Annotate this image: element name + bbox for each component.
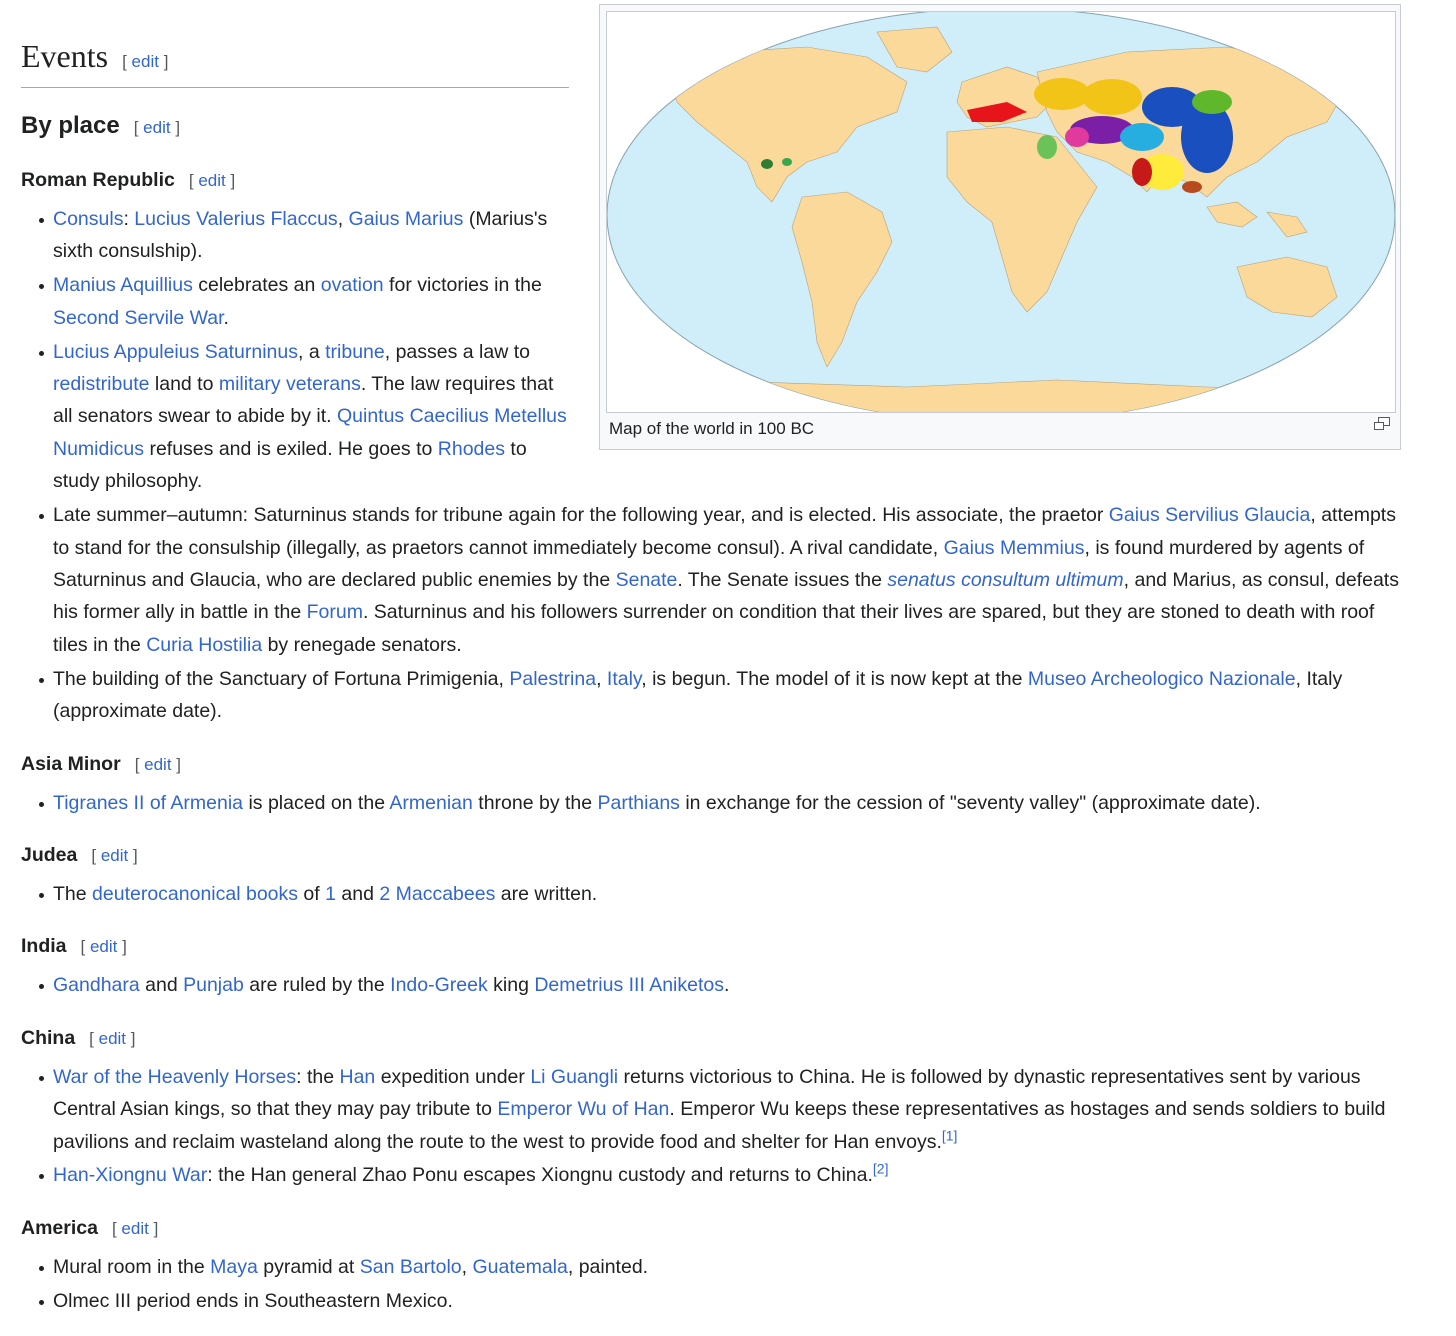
text: by renegade senators. [262,633,462,656]
museo-link[interactable]: Museo Archeologico Nazionale [1027,667,1296,690]
glaucia-link[interactable]: Gaius Servilius Glaucia [1108,504,1311,527]
tigranes-link[interactable]: Tigranes II of Armenia [53,791,244,814]
text: Late summer–autumn: Saturninus stands for tribune again for the following year, and is elected. His associate, the praetor [53,504,1109,527]
india-heading [21,932,1401,961]
text: , attempts to stand for the consulship (illegally, as praetors cannot immediately become consul). A rival candidate, [53,504,1396,559]
reference-1-link[interactable]: [1] [941,1127,958,1144]
text: . The law requires that all senators swear to abide by it. [53,373,554,428]
text: to study philosophy. [53,437,527,493]
maccabees-1-link[interactable]: 1 [325,882,336,905]
text: is placed on the [243,791,390,814]
text: . Saturninus and his followers surrender on condition that their lives are spared, but they are stoned to death with roof tiles in the [53,601,1375,656]
san-bartolo-link[interactable]: San Bartolo [359,1255,462,1278]
india-edit-link[interactable]: edit [89,937,118,957]
tribune-link[interactable]: tribune [325,340,385,363]
text: , passes a law to [384,340,530,363]
text: Olmec III period ends in Southeastern Mexico. [53,1289,453,1312]
text: . Emperor Wu keeps these representatives as hostages and sends soldiers to build pavilions and reclaim wasteland along the route to the west to provide food and shelter for Han envoys. [53,1098,1386,1153]
events-edit: [ edit ] [122,52,169,71]
indo-greek-link[interactable]: Indo-Greek [390,974,488,997]
list-item [53,1061,1401,1158]
italy-link[interactable]: Italy [606,667,642,690]
roman-edit-link[interactable]: edit [198,171,226,190]
china-edit: [ edit ] [89,1028,136,1048]
text: Mural room in the [53,1255,211,1278]
america-edit-link[interactable]: edit [121,1218,149,1238]
servile-war-link[interactable]: Second Servile War [53,306,224,329]
han-link[interactable]: Han [339,1065,376,1088]
punjab-link[interactable]: Punjab [183,974,244,997]
text: : the Han general Zhao Ponu escapes Xiongnu custody and returns to China. [207,1164,873,1187]
text: in exchange for the cession of "seventy valley" (approximate date). [679,791,1261,814]
metellus-link[interactable]: Quintus Caecilius Metellus Numidicus [53,405,567,460]
map-caption: Map of the world in 100 BC [609,419,815,438]
text: . The Senate issues the [677,568,888,591]
china-edit-link[interactable]: edit [98,1028,127,1048]
judea-edit: [ edit ] [91,845,138,865]
text: of [298,882,326,905]
america-heading [21,1214,1401,1243]
forum-link[interactable]: Forum [306,601,363,624]
judea-list [21,878,1401,910]
list-item [53,878,1401,910]
text: expedition under [375,1065,531,1088]
text: land to [149,373,219,396]
text: , is begun. The model of it is now kept at the [641,667,1028,690]
america-title: America [21,1216,98,1239]
judea-heading [21,841,1401,870]
text: , and Marius, as consul, defeats his former ally in battle in the [53,568,1399,624]
india-edit: [ edit ] [80,937,127,957]
text: : [123,208,135,230]
events-title: Events [21,38,109,74]
aquillius-link[interactable]: Manius Aquillius [53,274,193,297]
flaccus-link[interactable]: Lucius Valerius Flaccus [134,208,338,230]
palestrina-link[interactable]: Palestrina [509,667,597,690]
text: , [596,667,607,690]
reference-2-link[interactable]: [2] [872,1160,889,1177]
roman-edit: [ edit ] [188,171,236,190]
text: and [139,974,184,997]
america-list [21,1251,1401,1317]
demetrius-link[interactable]: Demetrius III Aniketos [534,974,725,997]
china-list [21,1061,1401,1192]
guatemala-link[interactable]: Guatemala [472,1255,568,1278]
text: are ruled by the [243,974,391,997]
text: are written. [495,882,598,905]
armenian-link[interactable]: Armenian [389,791,473,814]
by-place-edit-link[interactable]: edit [143,118,171,137]
deuterocanonical-link[interactable]: deuterocanonical books [92,882,299,905]
gandhara-link[interactable]: Gandhara [53,974,140,997]
marius-link[interactable]: Gaius Marius [348,208,464,230]
senatus-consultum-link[interactable]: senatus consultum ultimum [887,568,1124,591]
text: , is found murdered by agents of Saturninus and Glaucia, who are declared public enemies by the [53,536,1365,591]
article-content [21,0,1401,1319]
heavenly-horses-link[interactable]: War of the Heavenly Horses [53,1065,297,1088]
asia-edit-link[interactable]: edit [144,754,172,774]
text: for victories in the [383,274,542,297]
parthians-link[interactable]: Parthians [597,791,680,814]
asia-minor-heading [21,750,1401,779]
asia-title: Asia Minor [21,752,121,775]
redistribute-link[interactable]: redistribute [53,373,150,396]
text: (Marius's sixth consulship). [53,208,548,263]
by-place-title: By place [21,112,120,139]
roman-title: Roman Republic [21,169,175,191]
rhodes-link[interactable]: Rhodes [437,437,505,460]
emperor-wu-link[interactable]: Emperor Wu of Han [497,1098,670,1121]
list-item [53,1285,1401,1317]
veterans-link[interactable]: military veterans [218,373,361,396]
text: The building of the Sanctuary of Fortuna Primigenia, [53,667,510,690]
events-edit-link[interactable]: edit [131,52,159,71]
list-item [53,269,1401,334]
text: , [337,208,349,230]
memmius-link[interactable]: Gaius Memmius [943,536,1085,559]
india-title: India [21,935,67,958]
roman-list [21,203,1401,728]
text: king [487,974,535,997]
china-heading [21,1024,1401,1053]
text: The [53,882,93,905]
curia-link[interactable]: Curia Hostilia [146,633,263,656]
text: . [724,974,730,997]
list-item [53,787,1401,819]
events-heading [21,34,569,88]
saturninus-link[interactable]: Lucius Appuleius Saturninus [53,340,298,363]
text: . [223,306,229,329]
list-item [53,663,1401,728]
text: , a [298,340,326,363]
text: and [335,882,380,905]
list-item [53,336,1401,498]
ovation-link[interactable]: ovation [320,274,384,297]
india-list [21,969,1401,1001]
text: , Italy (approximate date). [53,667,1343,723]
list-item [53,499,1401,661]
text: , [461,1255,473,1278]
text: , painted. [567,1255,649,1278]
asia-edit: [ edit ] [134,754,182,774]
list-item [53,203,1401,268]
senate-link[interactable]: Senate [615,568,678,591]
asia-list [21,787,1401,819]
li-guangli-link[interactable]: Li Guangli [530,1065,619,1088]
judea-edit-link[interactable]: edit [100,845,129,865]
america-edit: [ edit ] [111,1218,159,1238]
han-xiongnu-link[interactable]: Han-Xiongnu War [53,1164,208,1187]
consuls-link[interactable]: Consuls [53,208,124,230]
text: throne by the [472,791,598,814]
maya-link[interactable]: Maya [210,1255,258,1278]
list-item [53,1251,1401,1283]
text: celebrates an [192,274,321,297]
text: refuses and is exiled. He goes to [144,437,438,460]
list-item [53,1159,1401,1191]
maccabees-2-link[interactable]: 2 Maccabees [379,882,496,905]
text: returns victorious to China. He is followed by dynastic representatives sent by various Central Asian kings, so that they may pay tribute to [53,1065,1361,1121]
list-item [53,969,1401,1001]
text: : the [296,1065,340,1088]
china-title: China [21,1026,76,1049]
by-place-edit: [ edit ] [133,118,181,137]
judea-title: Judea [21,843,78,866]
text: pyramid at [257,1255,360,1278]
